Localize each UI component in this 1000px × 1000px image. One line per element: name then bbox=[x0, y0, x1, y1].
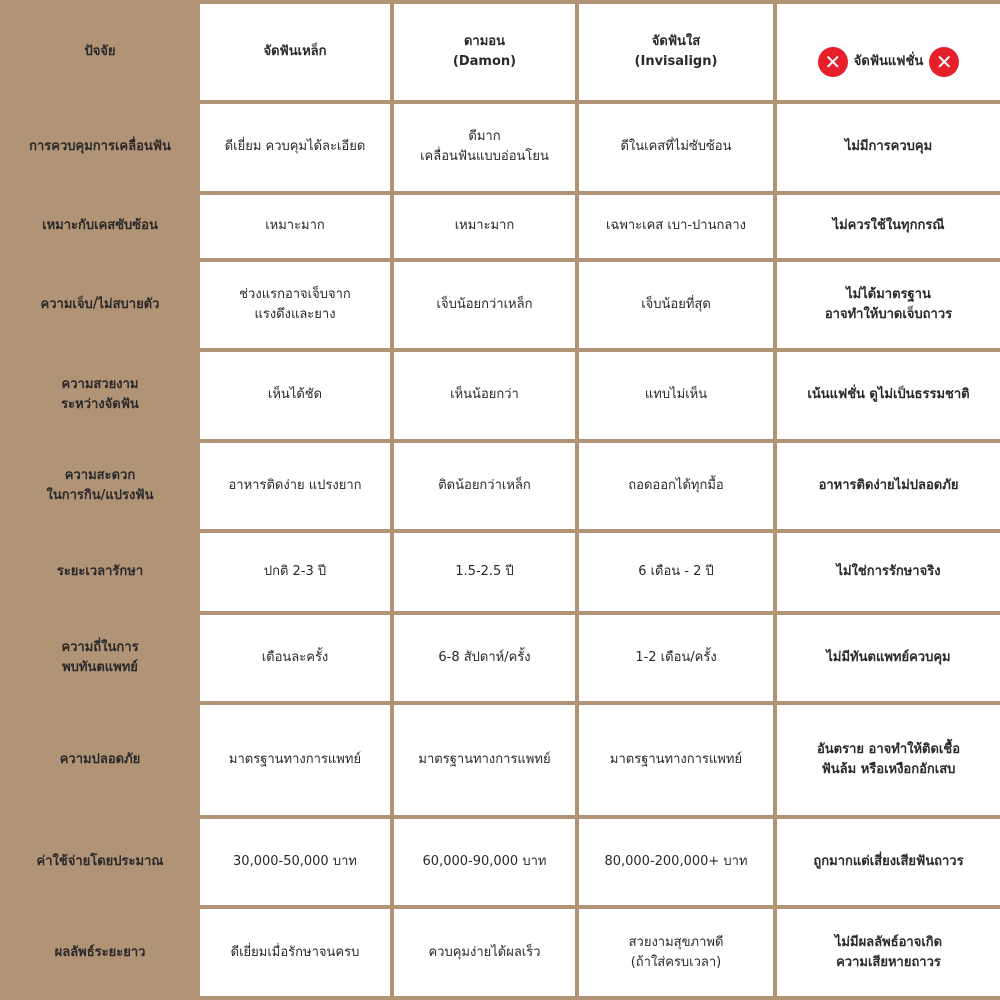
table-row bbox=[4, 909, 1000, 996]
row-factor-label: ค่าใช้จ่ายโดยประมาณ bbox=[4, 819, 196, 906]
table-row bbox=[4, 262, 1000, 349]
table-cell: ปกติ 2-3 ปี bbox=[200, 533, 390, 610]
table-cell: 1-2 เดือน/ครั้ง bbox=[579, 615, 773, 702]
table-cell: อาหารติดง่าย แปรงยาก bbox=[200, 443, 390, 530]
table-cell: เดือนละครั้ง bbox=[200, 615, 390, 702]
row-factor-label: ความสะดวก ในการกิน/แปรงฟัน bbox=[4, 443, 196, 530]
fashion-warning-cell: ไม่มีทันตแพทย์ควบคุม bbox=[777, 615, 1000, 702]
table-row bbox=[4, 195, 1000, 258]
table-cell: ช่วงแรกอาจเจ็บจาก แรงดึงและยาง bbox=[200, 262, 390, 349]
table-row bbox=[4, 819, 1000, 906]
fashion-warning-cell: อาหารติดง่ายไม่ปลอดภัย bbox=[777, 443, 1000, 530]
row-factor-label: ความปลอดภัย bbox=[4, 705, 196, 814]
table-cell: เหมาะมาก bbox=[394, 195, 575, 258]
fashion-warning-cell: ถูกมากแต่เสี่ยงเสียฟันถาวร bbox=[777, 819, 1000, 906]
column-header-fashion-braces bbox=[777, 4, 1000, 100]
column-header-metal-braces: จัดฟันเหล็ก bbox=[200, 4, 390, 100]
row-factor-label: ความเจ็บ/ไม่สบายตัว bbox=[4, 262, 196, 349]
table-cell: เจ็บน้อยที่สุด bbox=[579, 262, 773, 349]
fashion-warning-cell: ไม่มีผลลัพธ์อาจเกิด ความเสียหายถาวร bbox=[777, 909, 1000, 996]
table-cell: เจ็บน้อยกว่าเหล็ก bbox=[394, 262, 575, 349]
fashion-warning-cell: เน้นแฟชั่น ดูไม่เป็นธรรมชาติ bbox=[777, 352, 1000, 439]
table-cell: 1.5-2.5 ปี bbox=[394, 533, 575, 610]
table-cell: เห็นน้อยกว่า bbox=[394, 352, 575, 439]
row-factor-label: การควบคุมการเคลื่อนฟัน bbox=[4, 104, 196, 191]
table-cell: 6-8 สัปดาห์/ครั้ง bbox=[394, 615, 575, 702]
fashion-warning-cell: ไม่ควรใช้ในทุกกรณี bbox=[777, 195, 1000, 258]
x-circle-icon: ✕ bbox=[929, 47, 959, 77]
table-row bbox=[4, 104, 1000, 191]
table-cell: สวยงามสุขภาพดี (ถ้าใส่ครบเวลา) bbox=[579, 909, 773, 996]
table-cell: มาตรฐานทางการแพทย์ bbox=[394, 705, 575, 814]
factor-column-header: ปัจจัย bbox=[4, 4, 196, 100]
table-cell: เหมาะมาก bbox=[200, 195, 390, 258]
row-factor-label: ความสวยงาม ระหว่างจัดฟัน bbox=[4, 352, 196, 439]
table-cell: ดีมาก เคลื่อนฟันแบบอ่อนโยน bbox=[394, 104, 575, 191]
table-cell: มาตรฐานทางการแพทย์ bbox=[200, 705, 390, 814]
column-header-invisalign: จัดฟันใส (Invisalign) bbox=[579, 4, 773, 100]
table-cell: ควบคุมง่ายได้ผลเร็ว bbox=[394, 909, 575, 996]
table-cell: ดีในเคสที่ไม่ซับซ้อน bbox=[579, 104, 773, 191]
fashion-braces-label: จัดฟันแฟชั่น bbox=[853, 54, 924, 69]
row-factor-label: ความถี่ในการ พบทันตแพทย์ bbox=[4, 615, 196, 702]
table-cell: ดีเยี่ยม ควบคุมได้ละเอียด bbox=[200, 104, 390, 191]
table-row bbox=[4, 443, 1000, 530]
table-cell: ดีเยี่ยมเมื่อรักษาจนครบ bbox=[200, 909, 390, 996]
table-cell: 60,000-90,000 บาท bbox=[394, 819, 575, 906]
table-row bbox=[4, 352, 1000, 439]
table-cell: 80,000-200,000+ บาท bbox=[579, 819, 773, 906]
table-cell: แทบไม่เห็น bbox=[579, 352, 773, 439]
table-cell: มาตรฐานทางการแพทย์ bbox=[579, 705, 773, 814]
column-header-damon: ดามอน (Damon) bbox=[394, 4, 575, 100]
table-cell: 6 เดือน - 2 ปี bbox=[579, 533, 773, 610]
fashion-warning-cell: ไม่ได้มาตรฐาน อาจทำให้บาดเจ็บถาวร bbox=[777, 262, 1000, 349]
table-row bbox=[4, 615, 1000, 702]
table-cell: 30,000-50,000 บาท bbox=[200, 819, 390, 906]
fashion-warning-cell: ไม่ใช่การรักษาจริง bbox=[777, 533, 1000, 610]
table-cell: เห็นได้ชัด bbox=[200, 352, 390, 439]
table-cell: ถอดออกได้ทุกมื้อ bbox=[579, 443, 773, 530]
row-factor-label: ผลลัพธ์ระยะยาว bbox=[4, 909, 196, 996]
fashion-warning-cell: ไม่มีการควบคุม bbox=[777, 104, 1000, 191]
table-row bbox=[4, 533, 1000, 610]
header-row bbox=[4, 4, 1000, 100]
row-factor-label: ระยะเวลารักษา bbox=[4, 533, 196, 610]
table-cell: ติดน้อยกว่าเหล็ก bbox=[394, 443, 575, 530]
row-factor-label: เหมาะกับเคสซับซ้อน bbox=[4, 195, 196, 258]
x-circle-icon: ✕ bbox=[818, 47, 848, 77]
table-row bbox=[4, 705, 1000, 814]
table-cell: เฉพาะเคส เบา-ปานกลาง bbox=[579, 195, 773, 258]
fashion-warning-cell: อันตราย อาจทำให้ติดเชื้อ ฟันล้ม หรือเหงือกอักเสบ bbox=[777, 705, 1000, 814]
